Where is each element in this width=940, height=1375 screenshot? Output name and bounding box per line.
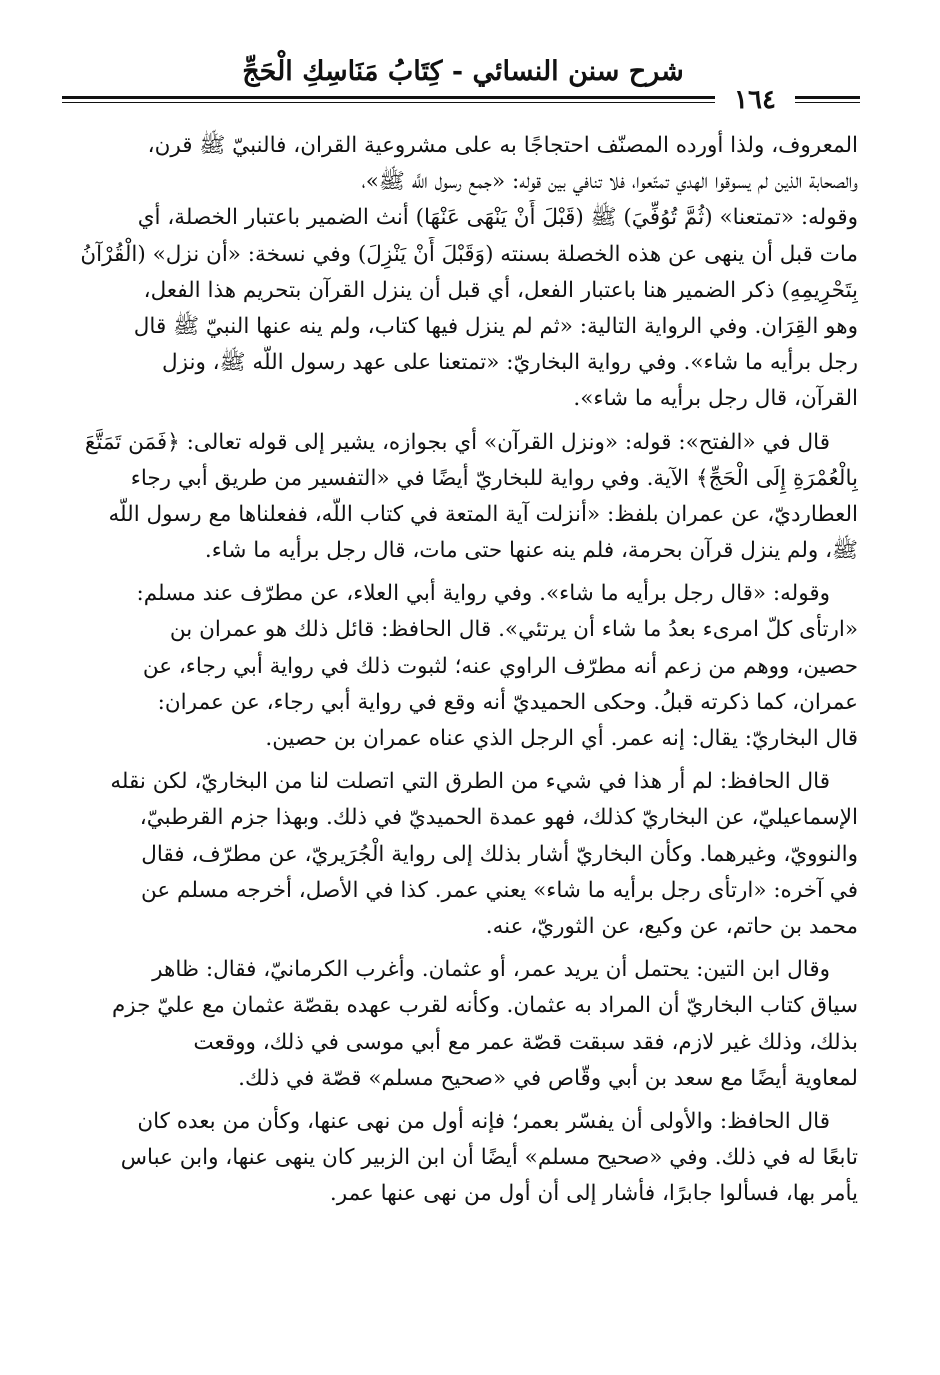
header-rule-thin bbox=[62, 102, 748, 103]
text-line: العطارديّ، عن عمران بلفظ: «أنزلت آية المتعة في كتاب اللَّه، ففعلناها مع رسول اللَّه bbox=[108, 501, 858, 527]
header-rule-thin-right bbox=[788, 102, 860, 103]
page-number: ١٦٤ bbox=[715, 84, 795, 116]
header-rule-thick bbox=[62, 96, 748, 99]
text-line: بِتَحْرِيمِهِ) ذكر الضمير هنا باعتبار الفعل، أي قبل أن ينزل القرآن بتحريم هذا الفعل، bbox=[143, 277, 858, 303]
header-rule-thick-right bbox=[788, 96, 860, 99]
paragraph bbox=[68, 952, 858, 1097]
text-line: في آخره: «ارتأى رجل برأيه ما شاء» يعني عمر. كذا في الأصل، أخرجه مسلم عن bbox=[141, 877, 858, 903]
paragraph bbox=[68, 425, 858, 570]
text-line: وهو القِرَان. وفي الرواية التالية: «ثم لم ينزل فيها كتاب، ولم ينه عنها النبيّ ﷺ قال bbox=[133, 313, 858, 339]
text-line: قال البخاريّ: يقال: إنه عمر. أي الرجل الذي عناه عمران بن حصين. bbox=[265, 726, 858, 751]
text-line: محمد بن حاتم، عن وكيع، عن الثوريّ، عنه. bbox=[485, 913, 858, 939]
paragraph bbox=[68, 128, 858, 418]
text-line: قال في «الفتح»: قوله: «ونزل القرآن» أي بجوازه، يشير إلى قوله تعالى: ﴿فَمَن تَمَتَّعَ bbox=[84, 429, 830, 455]
text-line: والصحابة الذين لم يسوقوا الهدي تمتّعوا، فلا تنافي بين قوله: «جمع رسول اللَّه ﷺ»، bbox=[361, 169, 858, 195]
text-line: مات قبل أن ينهى عن هذه الخصلة بسنته (وَقَبْلَ أَنْ يَنْزِلَ) وفي نسخة: «أن نزل» (الْقُرْآنُ bbox=[80, 241, 858, 267]
text-line: حصين، ووهم من زعم أنه مطرّف الراوي عنه؛ لثبوت ذلك في رواية أبي رجاء، عن bbox=[142, 653, 858, 679]
text-line: قال الحافظ: لم أر هذا في شيء من الطرق التي اتصلت لنا من البخاريّ، لكن نقله bbox=[110, 769, 830, 795]
text-line: رجل برأيه ما شاء». وفي رواية البخاريّ: «تمتعنا على عهد رسول اللَّه ﷺ، ونزل bbox=[162, 350, 858, 376]
text-line: عمران، كما ذكرته قبلُ. وحكى الحميديّ أنه وقع في رواية أبي رجاء، عن عمران: bbox=[157, 689, 858, 715]
paragraph bbox=[68, 1104, 858, 1213]
text-line: الإسماعيليّ، عن البخاريّ كذلك، فهو عمدة الحميديّ في ذلك. وبهذا جزم القرطبيّ، bbox=[139, 805, 858, 831]
text-line: تابعًا له في ذلك. وفي «صحيح مسلم» أيضًا أن ابن الزبير كان ينهى عنها، وابن عباس bbox=[120, 1145, 858, 1171]
text-line: والنوويّ، وغيرهما. وكأن البخاريّ أشار بذلك إلى رواية الْجُرَيريّ، عن مطرّف، فقال bbox=[141, 841, 858, 867]
text-line: قال الحافظ: والأولى أن يفسّر بعمر؛ فإنه أول من نهى عنها، وكأن من بعده كان bbox=[137, 1108, 830, 1134]
text-line: بِالْعُمْرَةِ إِلَى الْحَجِّ﴾ الآية. وفي رواية للبخاريّ أيضًا في «التفسير من طريق أبي رجاء bbox=[130, 465, 858, 491]
text-line: ﷺ، ولم ينزل قرآن بحرمة، فلم ينه عنها حتى مات، قال رجل برأيه ما شاء. bbox=[204, 538, 858, 564]
paragraph bbox=[68, 576, 858, 757]
text-line: القرآن، قال رجل برأيه ما شاء». bbox=[573, 386, 858, 412]
text-line: المعروف، ولذا أورده المصنّف احتجاجًا به على مشروعية القران، فالنبيّ ﷺ قرن، bbox=[147, 133, 858, 158]
text-line: لمعاوية أيضًا مع سعد بن أبي وقّاص في «صحيح مسلم» قصّة في ذلك. bbox=[238, 1065, 858, 1091]
running-title: شرح سنن النسائي - كِتَابُ مَنَاسِكِ الْحَجِّ bbox=[242, 56, 684, 87]
text-line: وقوله: «قال رجل برأيه ما شاء». وفي رواية أبي العلاء، عن مطرّف عند مسلم: bbox=[136, 581, 830, 607]
text-line: بذلك، وذلك غير لازم، فقد سبقت قصّة عمر مع أبي موسى في ذلك، ووقعت bbox=[193, 1029, 858, 1055]
text-line: وقال ابن التين: يحتمل أن يريد عمر، أو عثمان. وأغرب الكرمانيّ، فقال: ظاهر bbox=[152, 957, 830, 983]
text-line: يأمر بها، فسألوا جابرًا، فأشار إلى أن أول من نهى عنها عمر. bbox=[329, 1181, 858, 1207]
paragraph bbox=[68, 764, 858, 945]
text-line: «ارتأى كلّ امرىء بعدُ ما شاء أن يرتئي». قال الحافظ: قائل ذلك هو عمران بن bbox=[169, 617, 858, 643]
text-line: سياق كتاب البخاريّ أن المراد به عثمان. وكأنه لقرب عهده بقصّة عثمان مع عليّ جزم bbox=[111, 993, 858, 1019]
body-text bbox=[68, 128, 858, 1212]
text-line: وقوله: «تمتعنا» (ثُمَّ تُوُفِّيَ) ﷺ (قَبْلَ أَنْ يَنْهَى عَنْهَا) أنث الضمير باعتبار الخصلة، أي bbox=[137, 205, 858, 231]
